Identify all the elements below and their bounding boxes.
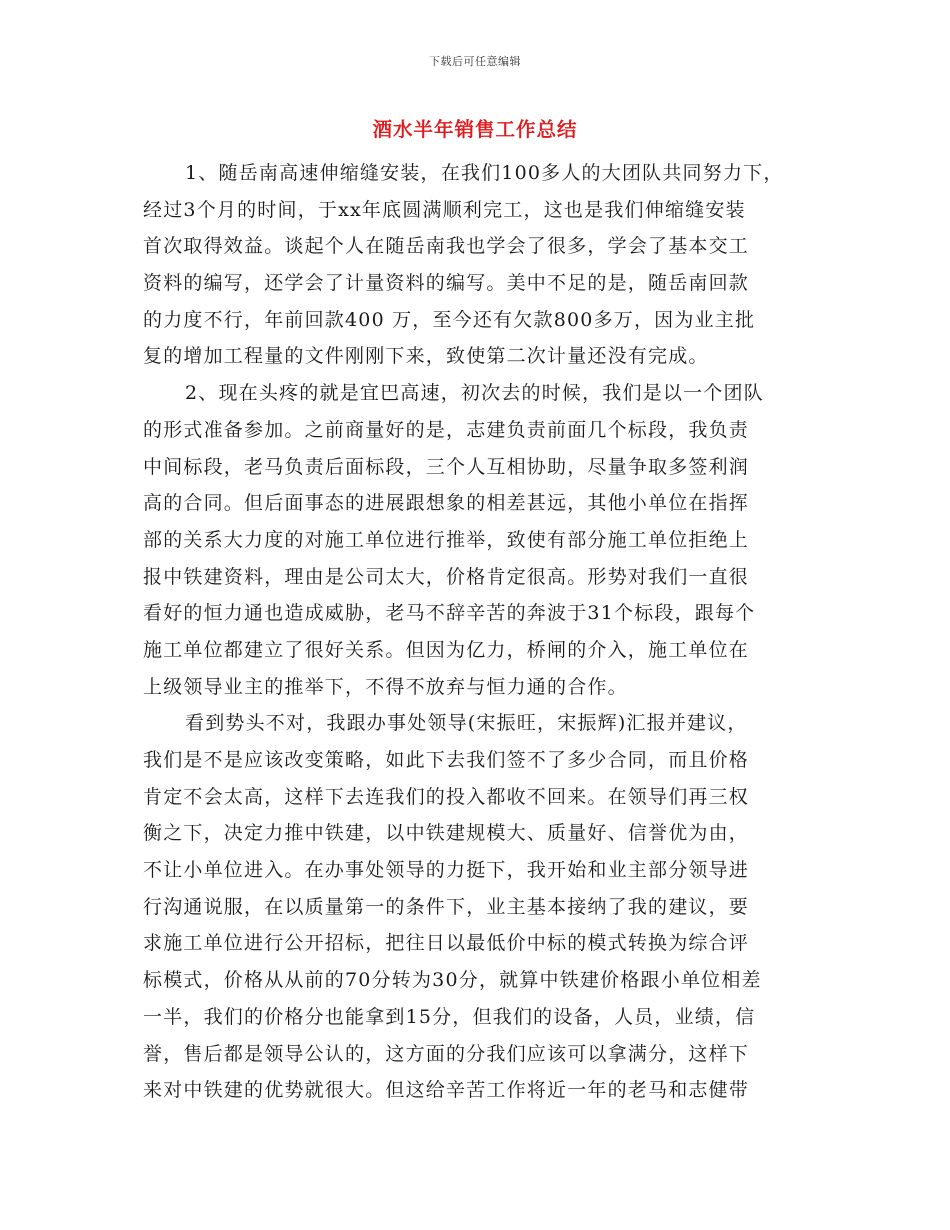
text-line: 看到势头不对，我跟办事处领导(宋振旺，宋振辉)汇报并建议， (185, 712, 748, 735)
paragraph-3 (143, 705, 813, 1109)
text-line: 不让小单位进入。在办事处领导的力挺下，我开始和业主部分领导进 (143, 859, 750, 882)
text-line: 报中铁建资料，理由是公司太大，价格肯定很高。形势对我们一直很 (143, 565, 750, 588)
text-line: 行沟通说服，在以质量第一的条件下，业主基本接纳了我的建议，要 (143, 895, 750, 918)
paragraph-1 (143, 155, 813, 375)
document-body (143, 155, 813, 1109)
text-line: 求施工单位进行公开招标，把往日以最低价中标的模式转换为综合评 (143, 932, 750, 955)
text-line: 看好的恒力通也造成威胁，老马不辞辛苦的奔波于31个标段，跟每个 (143, 602, 756, 625)
document-title: 酒水半年销售工作总结 (372, 118, 578, 141)
text-line: 经过3个月的时间，于xx年底圆满顺利完工，这也是我们伸缩缝安装 (143, 198, 746, 221)
text-line: 标模式，价格从从前的70分转为30分，就算中铁建价格跟小单位相差 (143, 969, 762, 992)
header-note: 下载后可任意编辑 (429, 55, 521, 68)
paragraph-2 (143, 375, 813, 705)
text-line: 来对中铁建的优势就很大。但这给辛苦工作将近一年的老马和志健带 (143, 1079, 750, 1102)
text-line: 的力度不行，年前回款400 万，至今还有欠款800多万，因为业主批 (143, 308, 756, 331)
text-line: 部的关系大力度的对施工单位进行推举，致使有部分施工单位拒绝上 (143, 528, 750, 551)
text-line: 施工单位都建立了很好关系。但因为亿力，桥闸的介入，施工单位在 (143, 638, 750, 661)
text-line: 复的增加工程量的文件刚刚下来，致使第二次计量还没有完成。 (143, 345, 709, 368)
text-line: 资料的编写，还学会了计量资料的编写。美中不足的是，随岳南回款 (143, 272, 750, 295)
text-line: 1、随岳南高速伸缩缝安装，在我们100多人的大团队共同努力下， (185, 162, 784, 184)
text-line: 肯定不会太高，这样下去连我们的投入都收不回来。在领导们再三权 (143, 785, 750, 808)
text-line: 一半，我们的价格分也能拿到15分，但我们的设备，人员，业绩，信 (143, 1005, 756, 1028)
text-line: 首次取得效益。谈起个人在随岳南我也学会了很多，学会了基本交工 (143, 235, 750, 258)
text-line: 我们是不是应该改变策略，如此下去我们签不了多少合同，而且价格 (143, 749, 750, 771)
text-line: 衡之下，决定力推中铁建，以中铁建规模大、质量好、信誉优为由， (143, 822, 750, 845)
text-line: 高的合同。但后面事态的进展跟想象的相差甚远，其他小单位在指挥 (143, 492, 750, 515)
text-line: 的形式准备参加。之前商量好的是，志建负责前面几个标段，我负责 (143, 418, 750, 441)
text-line: 中间标段，老马负责后面标段，三个人互相协助，尽量争取多签利润 (143, 455, 750, 478)
text-line: 誉，售后都是领导公认的，这方面的分我们应该可以拿满分，这样下 (143, 1042, 750, 1065)
text-line: 2、现在头疼的就是宜巴高速，初次去的时候，我们是以一个团队 (185, 382, 764, 405)
text-line: 上级领导业主的推举下，不得不放弃与恒力通的合作。 (143, 675, 628, 698)
